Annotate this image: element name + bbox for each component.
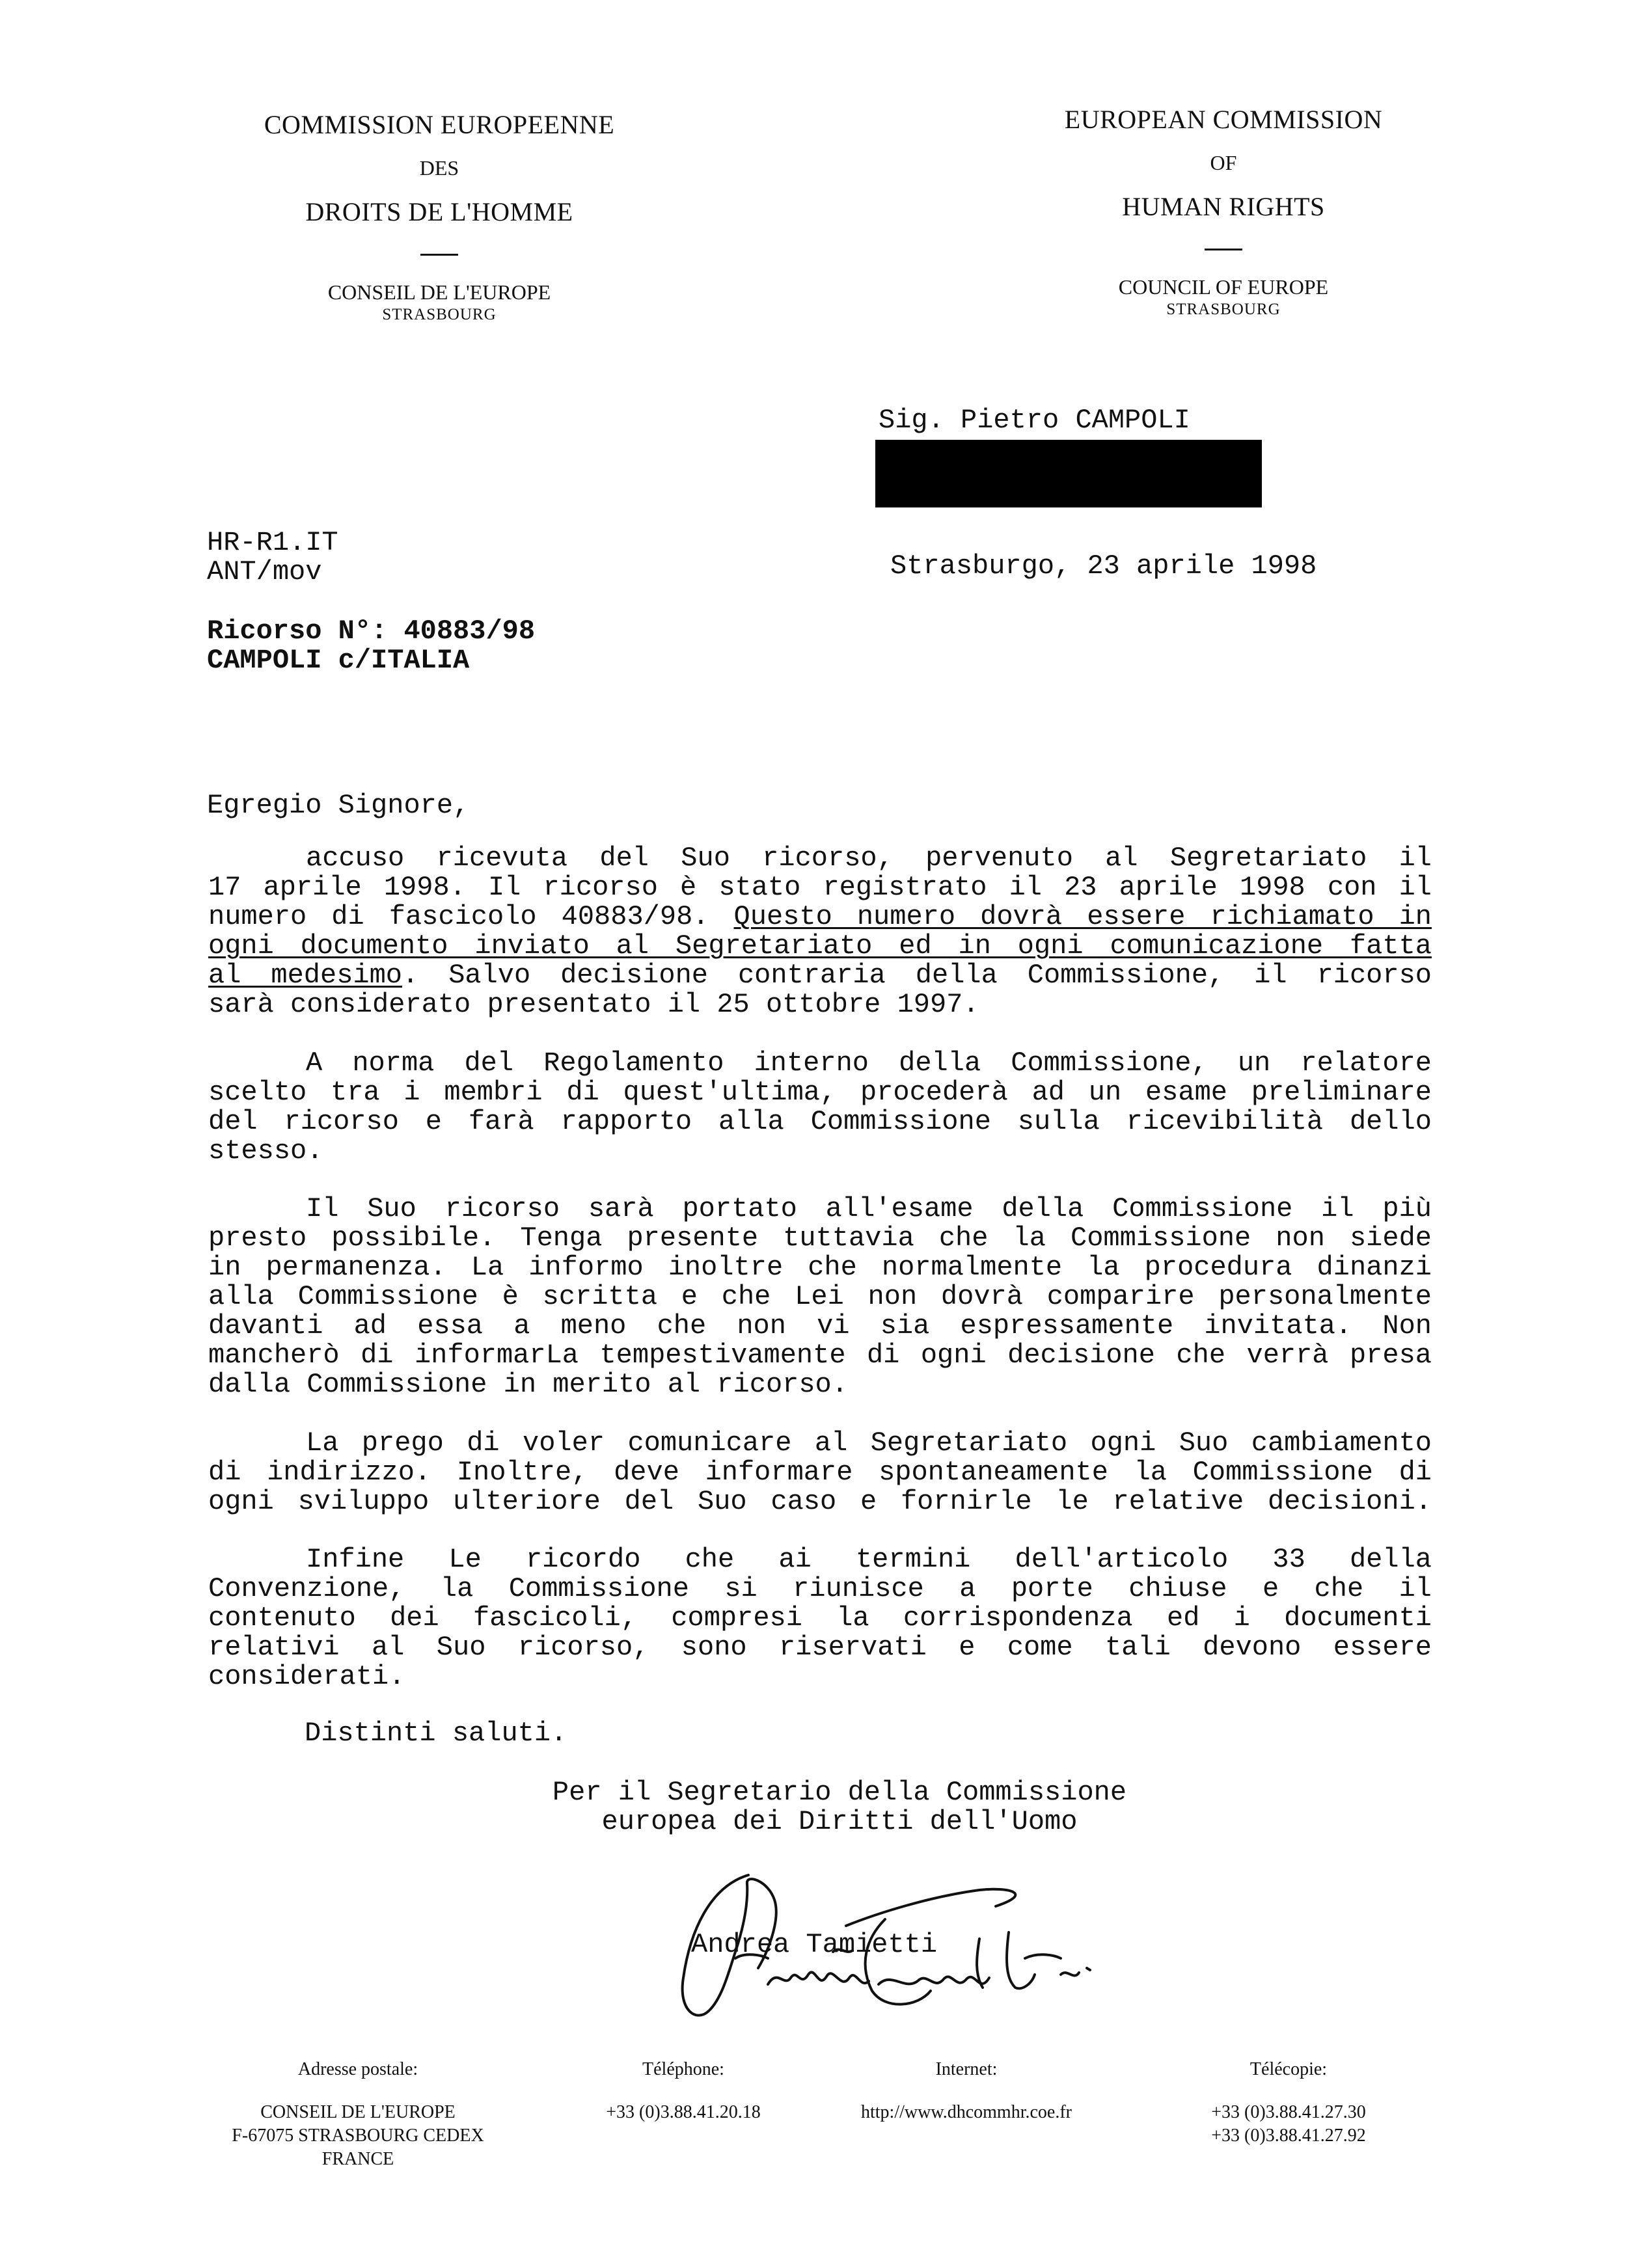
letterhead-left xyxy=(146,109,732,325)
case-title: CAMPOLI c/ITALIA xyxy=(207,645,470,676)
p1-line xyxy=(208,902,1432,932)
paragraph-1 xyxy=(208,844,1432,1019)
case-number: Ricorso N°: 40883/98 xyxy=(207,615,536,647)
p2-line: del ricorso e farà rapporto alla Commissione sulla ricevibilità dello xyxy=(208,1106,1432,1137)
p3-line: mancherò di informarLa tempestivamente di ogni decisione che verrà presa xyxy=(208,1340,1432,1371)
p3-line: davanti ad essa a meno che non vi sia espressamente invitata. Non xyxy=(208,1310,1432,1342)
signature-line-2: europea dei Diritti dell'Uomo xyxy=(601,1806,1078,1837)
signature-line-1: Per il Segretario della Commissione xyxy=(552,1777,1127,1808)
p1-line-underlined: ogni documento inviato al Segretariato ed in ogni comunicazione fatta xyxy=(208,930,1432,962)
reference-code: HR-R1.IT xyxy=(207,527,338,558)
letterhead-right xyxy=(931,104,1516,319)
letterhead-right-line2: OF xyxy=(1210,151,1237,174)
p3-line: alla Commissione è scritta e che Lei non dovrà comparire personalmente xyxy=(208,1281,1432,1312)
p5-line: Infine Le ricordo che ai termini dell'articolo 33 della xyxy=(306,1544,1432,1575)
p4-line: La prego di voler comunicare al Segretariato ogni Suo cambiamento xyxy=(306,1427,1432,1459)
footer-phone-label: Téléphone: xyxy=(642,2059,724,2079)
place-date: Strasburgo, 23 aprile 1998 xyxy=(890,550,1317,582)
footer-postal-l3: FRANCE xyxy=(321,2149,394,2169)
p3-line: presto possibile. Tenga presente tuttavia che la Commissione non siede xyxy=(208,1222,1432,1254)
p2-line: A norma del Regolamento interno della Commissione, un relatore xyxy=(306,1047,1432,1079)
p1-line: accuso ricevuta del Suo ricorso, pervenuto al Segretariato il xyxy=(306,843,1432,874)
p3-line: in permanenza. La informo inoltre che normalmente la procedura dinanzi xyxy=(208,1252,1432,1283)
paragraph-2 xyxy=(208,1049,1432,1166)
p2-line: stesso. xyxy=(208,1135,323,1167)
p1-line5-text: . Salvo decisione contraria della Commissione, il ricorso xyxy=(402,960,1432,991)
footer-postal-l1: CONSEIL DE L'EUROPE xyxy=(260,2102,456,2122)
p3-line: Il Suo ricorso sarà portato all'esame della Commissione il più xyxy=(306,1193,1432,1224)
p1-line: 17 aprile 1998. Il ricorso è stato registrato il 23 aprile 1998 con il xyxy=(208,872,1432,903)
p5-line: Convenzione, la Commissione si riunisce a porte chiuse e che il xyxy=(208,1573,1432,1604)
letterhead-right-line1: EUROPEAN COMMISSION xyxy=(1064,105,1383,134)
letterhead-right-org: COUNCIL OF EUROPE xyxy=(1118,275,1329,299)
paragraph-5 xyxy=(208,1545,1432,1692)
letterhead-left-line1: COMMISSION EUROPEENNE xyxy=(264,110,615,139)
p2-line: scelto tra i membri di quest'ultima, procederà ad un esame preliminare xyxy=(208,1077,1432,1108)
footer-fax-value-1: +33 (0)3.88.41.27.30 xyxy=(1211,2102,1366,2122)
p1-line: sarà considerato presentato il 25 ottobre 1997. xyxy=(208,989,979,1020)
p5-line: considerati. xyxy=(208,1661,405,1692)
handwritten-signature xyxy=(670,1861,1139,2043)
footer-fax-label: Télécopie: xyxy=(1249,2059,1328,2079)
footer-fax-value-2: +33 (0)3.88.41.27.92 xyxy=(1211,2126,1366,2146)
letterhead-left-line3: DROITS DE L'HOMME xyxy=(305,197,573,226)
footer-fax xyxy=(1152,2058,1425,2148)
p3-line: dalla Commissione in merito al ricorso. xyxy=(208,1369,848,1400)
p1-line3-underlined: Questo numero dovrà essere richiamato in xyxy=(733,901,1432,932)
footer-phone-value: +33 (0)3.88.41.20.18 xyxy=(606,2102,761,2122)
p1-line5-underlined: al medesimo xyxy=(208,960,403,991)
footer-postal-label: Adresse postale: xyxy=(297,2059,418,2079)
salutation: Egregio Signore, xyxy=(207,790,470,821)
recipient-name: Sig. Pietro CAMPOLI xyxy=(879,405,1190,436)
footer-internet-link[interactable]: http://www.dhcommhr.coe.fr xyxy=(860,2102,1072,2122)
closing: Distinti saluti. xyxy=(305,1718,567,1749)
footer-phone xyxy=(547,2058,820,2124)
p4-line: ogni sviluppo ulteriore del Suo caso e fornirle le relative decisioni. xyxy=(208,1486,1432,1517)
letterhead-right-city: STRASBOURG xyxy=(1166,301,1281,318)
signature-typed-name: Andrea Tamietti xyxy=(691,1929,938,1960)
p5-line: contenuto dei fascicoli, compresi la corrispondenza ed i documenti xyxy=(208,1602,1432,1634)
letterhead-left-line2: DES xyxy=(419,156,459,180)
letterhead-left-city: STRASBOURG xyxy=(382,306,497,323)
letterhead-right-rule xyxy=(1205,249,1242,250)
reference-initials: ANT/mov xyxy=(207,556,322,587)
footer-postal xyxy=(195,2058,521,2171)
redacted-address xyxy=(875,440,1262,507)
paragraph-3 xyxy=(208,1195,1432,1399)
p4-line: di indirizzo. Inoltre, deve informare spontaneamente la Commissione di xyxy=(208,1457,1432,1488)
footer-postal-l2: F-67075 STRASBOURG CEDEX xyxy=(232,2126,484,2146)
letterhead-right-line3: HUMAN RIGHTS xyxy=(1122,192,1325,221)
paragraph-4 xyxy=(208,1429,1432,1517)
p1-line xyxy=(208,961,1432,990)
footer-internet-label: Internet: xyxy=(935,2059,998,2079)
letterhead-left-org: CONSEIL DE L'EUROPE xyxy=(327,280,551,304)
p5-line: relativi al Suo ricorso, sono riservati e come tali devono essere xyxy=(208,1632,1432,1663)
p1-line3-text: numero di fascicolo 40883/98. xyxy=(208,901,734,932)
letterhead-left-rule xyxy=(420,254,458,256)
footer-internet xyxy=(823,2058,1110,2124)
